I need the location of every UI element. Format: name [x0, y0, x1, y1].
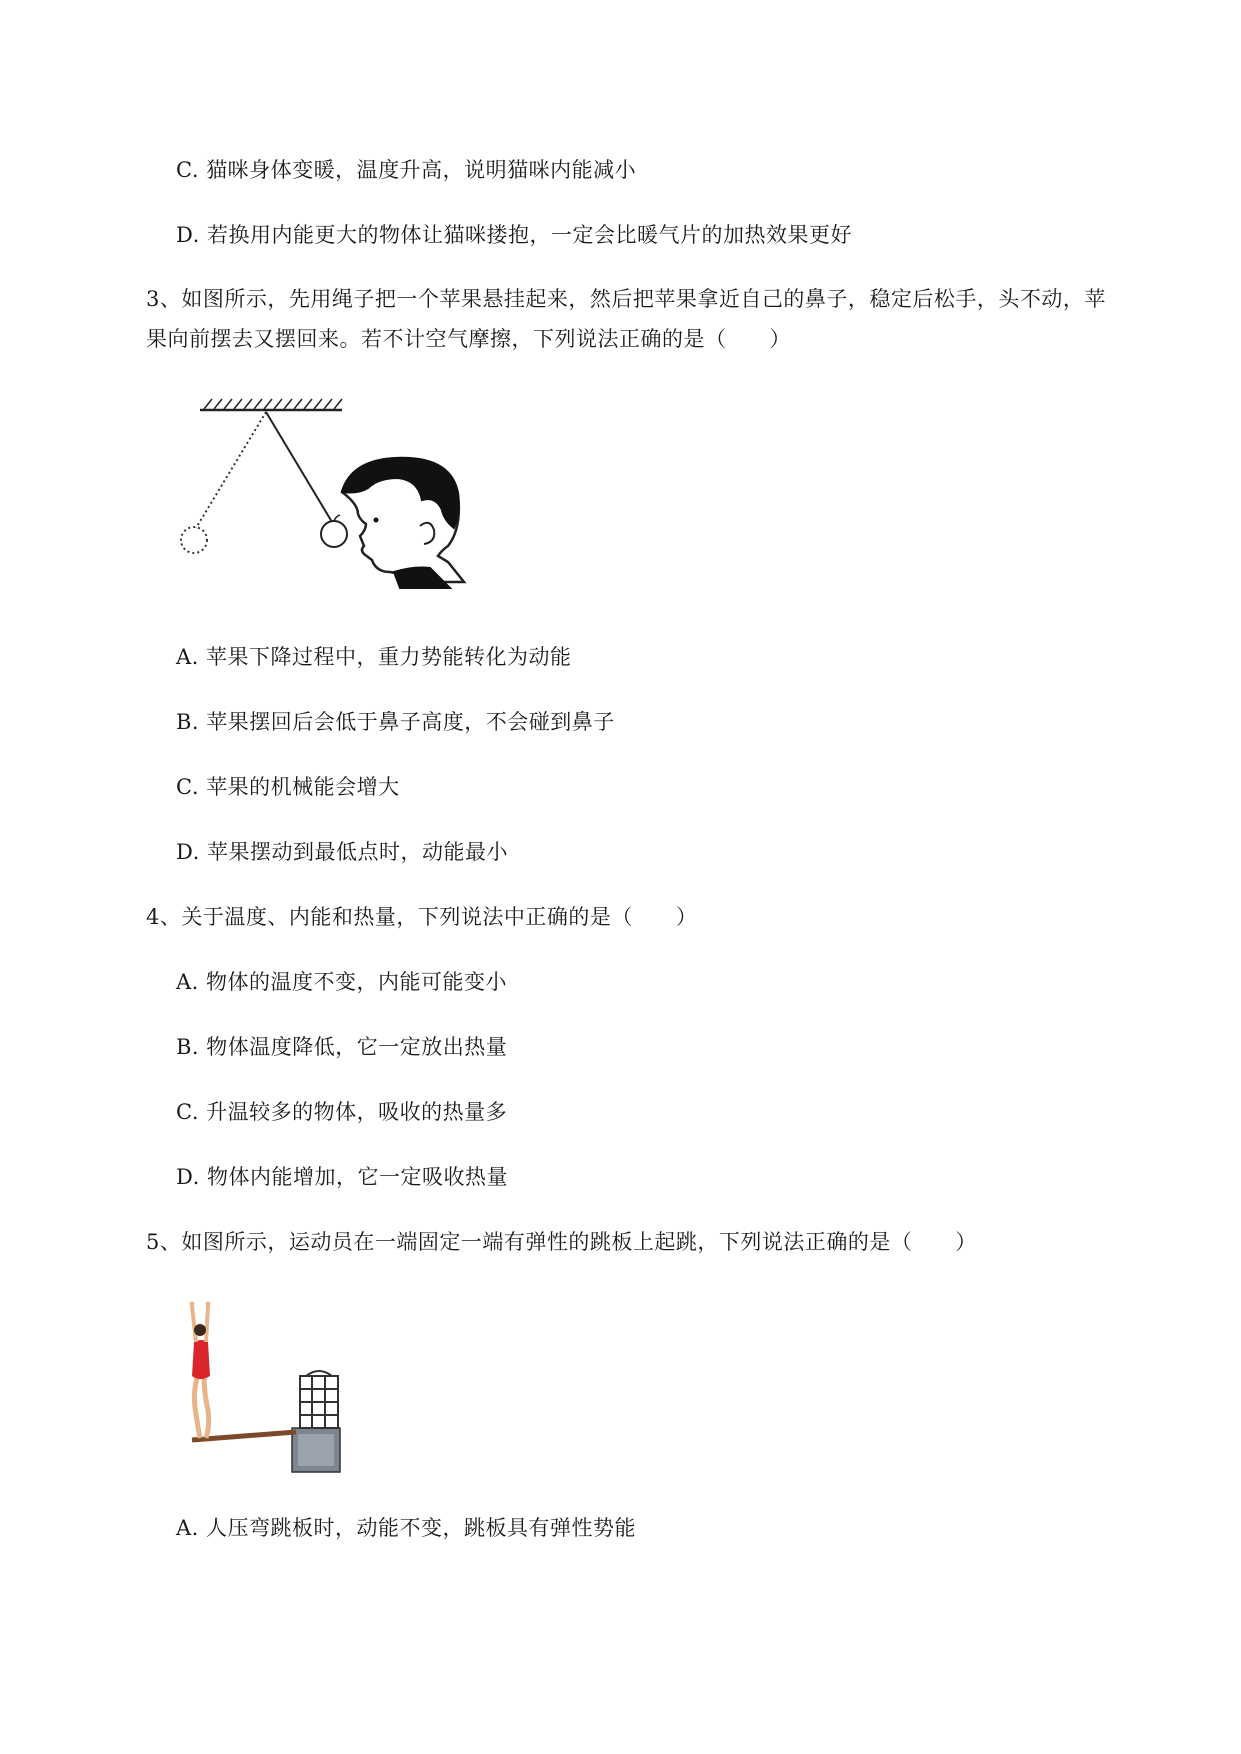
pendulum-apple-nose-figure: [170, 396, 480, 606]
question-3-line-1: [146, 285, 1106, 313]
question-3-option-a: [176, 643, 572, 671]
question-3-option-c: [176, 773, 400, 801]
option-letter: D.: [176, 840, 200, 864]
option-letter: A.: [176, 970, 199, 994]
option-letter: D.: [176, 1165, 200, 1189]
question-4-line-1: [146, 903, 697, 931]
option-text: 苹果的机械能会增大: [206, 775, 400, 799]
option-letter: C.: [176, 1100, 199, 1124]
question-text: 如图所示，先用绳子把一个苹果悬挂起来，然后把苹果拿近自己的鼻子，稳定后松手，头不动，苹: [181, 287, 1106, 311]
question-number: 3、: [146, 287, 182, 311]
option-text: 苹果下降过程中，重力势能转化为动能: [206, 645, 572, 669]
option-text: 苹果摆动到最低点时，动能最小: [206, 840, 508, 864]
option-text: 人压弯跳板时，动能不变，跳板具有弹性势能: [206, 1516, 637, 1540]
option-text: 猫咪身体变暖，温度升高，说明猫咪内能减小: [206, 158, 637, 182]
question-5-option-a: [176, 1514, 636, 1542]
question-4-option-c: [176, 1098, 507, 1126]
option-text: 物体温度降低，它一定放出热量: [206, 1035, 508, 1059]
option-letter: D.: [176, 223, 200, 247]
question-4-option-d: [176, 1163, 508, 1191]
option-letter: C.: [176, 775, 199, 799]
option-text: 物体内能增加，它一定吸收热量: [206, 1165, 508, 1189]
question-3-line-2: [146, 325, 791, 353]
question-3-option-d: [176, 838, 508, 866]
question-text: 如图所示，运动员在一端固定一端有弹性的跳板上起跳，下列说法正确的是（ ）: [181, 1230, 977, 1254]
question-5-line-1: [146, 1228, 977, 1256]
question-3-option-b: [176, 708, 615, 736]
option-text: 若换用内能更大的物体让猫咪搂抱，一定会比暖气片的加热效果更好: [206, 223, 852, 247]
option-text: 苹果摆回后会低于鼻子高度，不会碰到鼻子: [206, 710, 615, 734]
option-c-prev: [176, 156, 636, 184]
question-4-option-a: [176, 968, 507, 996]
option-letter: A.: [176, 645, 199, 669]
question-number: 5、: [146, 1230, 182, 1254]
question-text: 关于温度、内能和热量，下列说法中正确的是（ ）: [181, 905, 698, 929]
option-text: 升温较多的物体，吸收的热量多: [206, 1100, 508, 1124]
question-4-option-b: [176, 1033, 507, 1061]
option-letter: C.: [176, 158, 199, 182]
springboard-diver-figure: [170, 1292, 350, 1477]
question-text: 果向前摆去又摆回来。若不计空气摩擦，下列说法正确的是（ ）: [146, 327, 791, 351]
option-letter: B.: [176, 1035, 200, 1059]
option-text: 物体的温度不变，内能可能变小: [206, 970, 508, 994]
option-letter: B.: [176, 710, 200, 734]
option-d-prev: [176, 221, 852, 249]
option-letter: A.: [176, 1516, 199, 1540]
question-number: 4、: [146, 905, 182, 929]
